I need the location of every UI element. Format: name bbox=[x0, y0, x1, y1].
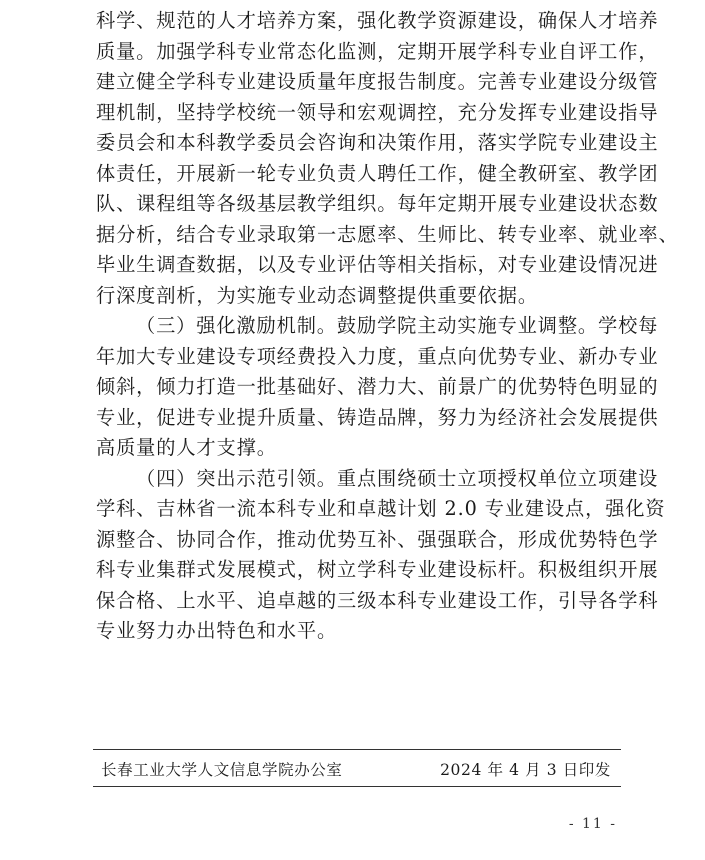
body-text bbox=[96, 6, 679, 647]
text-line: 科学、规范的人才培养方案，强化教学资源建设，确保人才培养 bbox=[96, 9, 659, 32]
text-line: 科专业集群式发展模式，树立学科专业建设标杆。积极组织开展 bbox=[96, 558, 659, 581]
text-line: （四）突出示范引领。重点围绕硕士立项授权单位立项建设 bbox=[136, 466, 659, 490]
paragraph-1 bbox=[96, 6, 679, 311]
issue-date: 2024 年 4 月 3 日印发 bbox=[440, 761, 611, 779]
text-line: 委员会和本科教学委员会咨询和决策作用，落实学院专业建设主 bbox=[96, 131, 659, 154]
text-line: 据分析，结合专业录取第一志愿率、生师比、转专业率、就业率、 bbox=[96, 222, 679, 246]
text-line: 专业努力办出特色和水平。 bbox=[96, 619, 338, 642]
text-line: 理机制，坚持学校统一领导和宏观调控，充分发挥专业建设指导 bbox=[96, 100, 659, 124]
text-line: 体责任，开展新一轮专业负责人聘任工作，健全教研室、教学团 bbox=[96, 161, 659, 185]
text-line: 学科、吉林省一流本科专业和卓越计划 2.0 专业建设点，强化资 bbox=[96, 497, 666, 520]
text-line: 倾斜，倾力打造一批基础好、潜力大、前景广的优势特色明显的 bbox=[96, 375, 659, 398]
text-line: 保合格、上水平、追卓越的三级本科专业建设工作，引导各学科 bbox=[96, 588, 659, 612]
text-line: 行深度剖析，为实施专业动态调整提供重要依据。 bbox=[96, 283, 538, 307]
text-line: （三）强化激励机制。鼓励学院主动实施专业调整。学校每 bbox=[136, 314, 659, 337]
text-line: 建立健全学科专业建设质量年度报告制度。完善专业建设分级管 bbox=[96, 70, 659, 93]
paragraph-3 bbox=[96, 464, 666, 647]
page-number: - 11 - bbox=[568, 816, 617, 832]
text-line: 质量。加强学科专业常态化监测，定期开展学科专业自评工作， bbox=[96, 39, 659, 63]
text-line: 毕业生调查数据，以及专业评估等相关指标，对专业建设情况进 bbox=[96, 253, 659, 276]
issuer-name: 长春工业大学人文信息学院办公室 bbox=[101, 761, 343, 779]
text-line: 队、课程组等各级基层教学组织。每年定期开展专业建设状态数 bbox=[96, 192, 659, 215]
paragraph-2 bbox=[96, 311, 659, 464]
issuance-footer bbox=[93, 749, 621, 787]
text-line: 年加大专业建设专项经费投入力度，重点向优势专业、新办专业 bbox=[96, 344, 659, 368]
text-line: 专业，促进专业提升质量、铸造品牌，努力为经济社会发展提供 bbox=[96, 405, 659, 429]
text-line: 源整合、协同合作，推动优势互补、强强联合，形成优势特色学 bbox=[96, 527, 659, 551]
text-line: 高质量的人才支撑。 bbox=[96, 436, 277, 459]
